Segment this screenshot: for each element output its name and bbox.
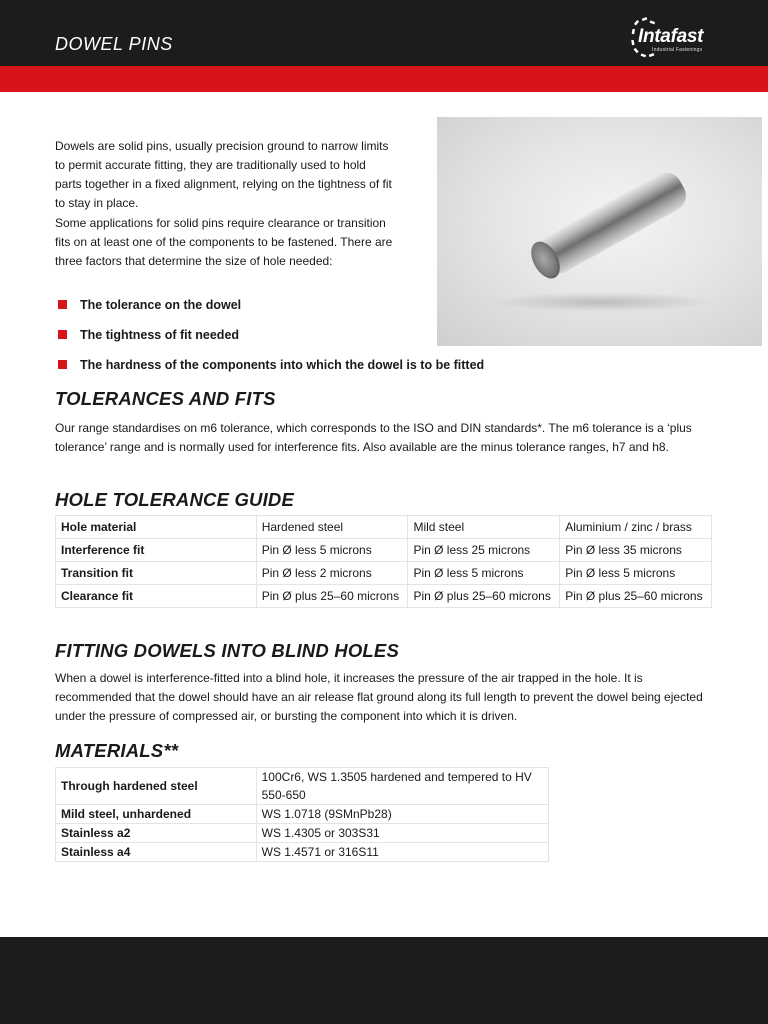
list-item: The tolerance on the dowel [58, 296, 484, 326]
header-bar [0, 0, 768, 66]
tolerances-heading: TOLERANCES AND FITS [55, 388, 276, 409]
table-cell: Pin Ø less 25 microns [408, 539, 560, 562]
bullet-square-icon [58, 360, 67, 369]
logo-wordmark: Intafast [638, 26, 704, 47]
factor-list [58, 296, 484, 386]
row-label: Stainless a2 [56, 824, 257, 843]
dowel-pin-photo [437, 117, 762, 346]
table-row [56, 516, 712, 539]
table-row [56, 824, 549, 843]
table-row [56, 805, 549, 824]
table-cell: Pin Ø less 35 microns [560, 539, 712, 562]
blind-holes-text: When a dowel is interference-fitted into a blind hole, it increases the pressure of the air trapped in the hole. It is recommended that the dowel should have an air release flat ground along its full length to prevent the dowel being ejected under the pressure of compressed air, or bursting the component into which it is driven. [55, 671, 703, 723]
list-item: The hardness of the components into which the dowel is to be fitted [58, 356, 484, 386]
bullet-square-icon [58, 330, 67, 339]
tolerances-text: Our range standardises on m6 tolerance, which corresponds to the ISO and DIN standards*. The m6 tolerance is a ‘plus tolerance’ range and is normally used for interference fits. Also available are the minus tolerance ranges, h7 and h8. [55, 421, 692, 454]
row-label: Transition fit [56, 562, 257, 585]
table-cell: Pin Ø plus 25–60 microns [408, 585, 560, 608]
table-cell: Pin Ø less 5 microns [256, 539, 408, 562]
table-row [56, 585, 712, 608]
intafast-logo[interactable] [628, 14, 738, 62]
logo-tagline: Industrial Fastenings [652, 47, 703, 53]
table-cell: Aluminium / zinc / brass [560, 516, 712, 539]
bullet-square-icon [58, 300, 67, 309]
table-row [56, 562, 712, 585]
hole-tolerance-table [55, 515, 712, 608]
intro-paragraph-2: Some applications for solid pins require clearance or transition fits on at least one of the components to be fastened. There are three factors that determine the size of hole needed: [55, 216, 393, 268]
table-cell: Mild steel [408, 516, 560, 539]
table-cell: Pin Ø less 5 microns [560, 562, 712, 585]
blind-holes-heading: FITTING DOWELS INTO BLIND HOLES [55, 640, 399, 661]
intro-paragraph-1: Dowels are solid pins, usually precision ground to narrow limits to permit accurate fitting, they are traditionally used to hold parts together in a fixed alignment, relying on the tightness of fit to stay in place. [55, 139, 392, 210]
row-label: Through hardened steel [56, 768, 257, 805]
list-item: The tightness of fit needed [58, 326, 484, 356]
table-row [56, 539, 712, 562]
table-cell: Pin Ø plus 25–60 microns [560, 585, 712, 608]
table-cell: WS 1.4571 or 316S11 [256, 843, 548, 862]
page-title: DOWEL PINS [55, 34, 173, 54]
table-cell: WS 1.4305 or 303S31 [256, 824, 548, 843]
table-row [56, 768, 549, 805]
dowel-pin-image [437, 117, 762, 346]
footer-bar [0, 937, 768, 1024]
table-cell: Pin Ø less 5 microns [408, 562, 560, 585]
table-cell: Pin Ø plus 25–60 microns [256, 585, 408, 608]
row-label: Mild steel, unhardened [56, 805, 257, 824]
table-cell: 100Cr6, WS 1.3505 hardened and tempered to HV 550-650 [256, 768, 548, 805]
hole-guide-heading: HOLE TOLERANCE GUIDE [55, 489, 295, 510]
row-label: Clearance fit [56, 585, 257, 608]
row-label: Hole material [56, 516, 257, 539]
table-cell: Pin Ø less 2 microns [256, 562, 408, 585]
intro-text [55, 137, 395, 271]
materials-heading: MATERIALS** [55, 740, 179, 761]
row-label: Interference fit [56, 539, 257, 562]
table-cell: Hardened steel [256, 516, 408, 539]
materials-table [55, 767, 549, 862]
header-accent-bar [0, 66, 768, 92]
table-row [56, 843, 549, 862]
table-cell: WS 1.0718 (9SMnPb28) [256, 805, 548, 824]
row-label: Stainless a4 [56, 843, 257, 862]
